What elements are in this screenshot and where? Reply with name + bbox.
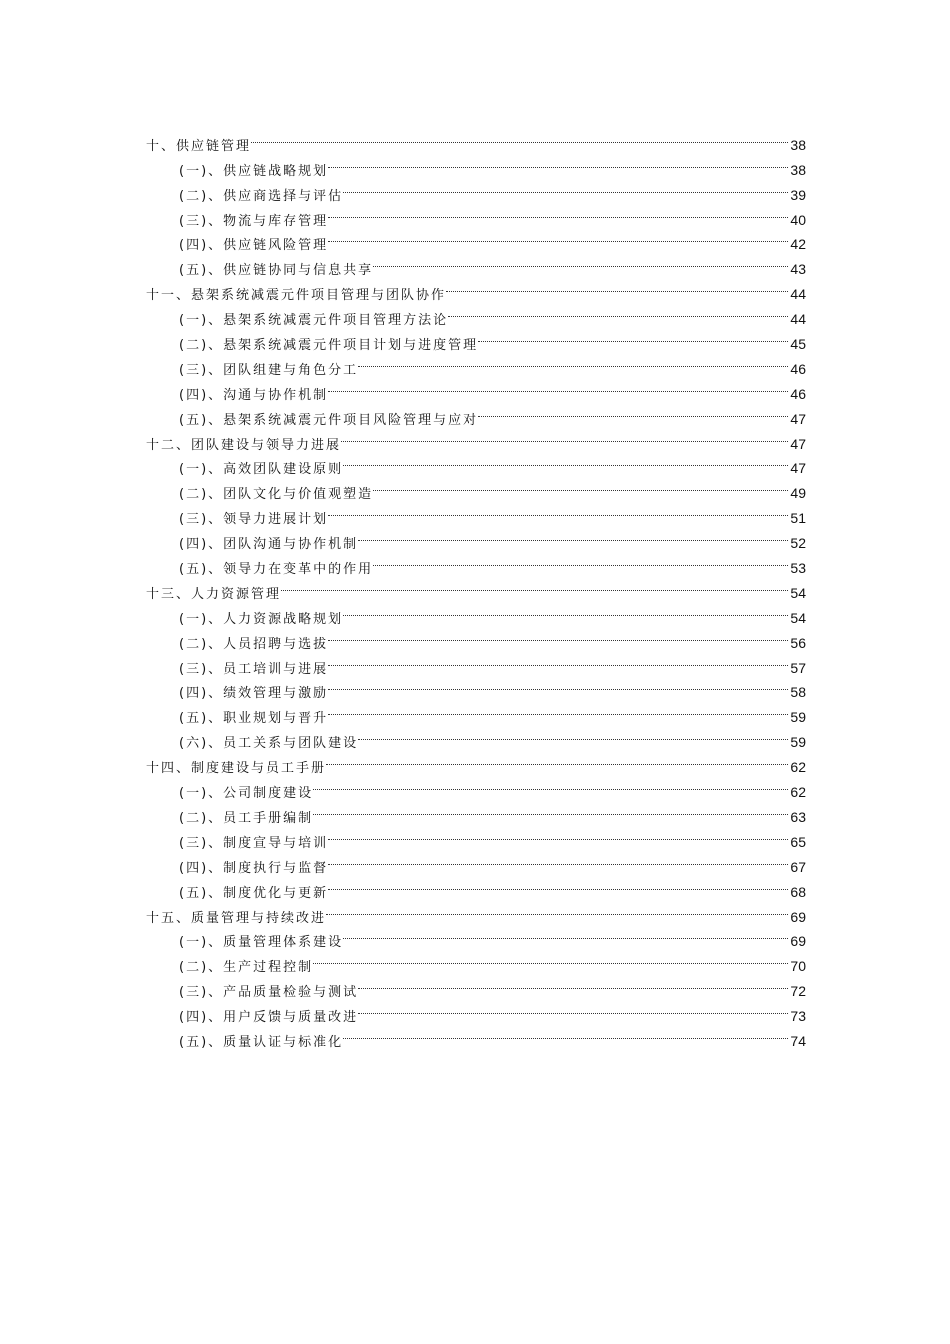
toc-entry-title: (一)、供应链战略规划 [179,163,329,179]
toc-entry[interactable] [146,125,806,154]
toc-leader-dots [448,299,788,324]
toc-entry-title: (二)、员工手册编制 [179,810,314,826]
toc-entry-title: 十四、制度建设与员工手册 [146,761,327,777]
toc-entry-title: (三)、制度宣导与培训 [179,835,329,851]
toc-leader-dots [326,897,788,922]
toc-page-number: 70 [790,958,806,975]
toc-page-number: 69 [790,933,806,950]
toc-page-number: 56 [790,634,806,651]
toc-entry-title: (二)、生产过程控制 [179,960,314,976]
toc-leader-dots [328,225,788,250]
toc-leader-dots [326,747,788,772]
toc-leader-dots [328,498,788,523]
toc-leader-dots [328,822,788,847]
toc-leader-dots [328,697,788,722]
toc-page-number: 43 [790,261,806,278]
toc-page-number: 45 [790,336,806,353]
toc-leader-dots [343,175,788,200]
toc-entry-title: (三)、员工培训与进展 [179,661,329,677]
toc-leader-dots [446,274,788,299]
toc-page-number: 46 [790,360,806,377]
toc-page-number: 74 [790,1032,806,1049]
toc-page-number: 44 [790,286,806,303]
toc-entry-title: (一)、公司制度建设 [179,786,314,802]
toc-page-number: 46 [790,385,806,402]
toc-leader-dots [343,598,788,623]
toc-entry-title: (一)、质量管理体系建设 [179,935,344,951]
toc-entry-title: (五)、悬架系统减震元件项目风险管理与应对 [179,412,479,428]
toc-leader-dots [313,946,788,971]
toc-page-number: 42 [790,236,806,253]
toc-entry-title: (三)、领导力进展计划 [179,512,329,528]
toc-leader-dots [341,424,788,449]
toc-entry-title: (一)、高效团队建设原则 [179,462,344,478]
toc-entry-title: (四)、用户反馈与质量改进 [179,1010,359,1026]
toc-entry-title: (三)、物流与库存管理 [179,213,329,229]
toc-leader-dots [373,249,788,274]
toc-leader-dots [358,523,788,548]
toc-leader-dots [373,548,788,573]
toc-leader-dots [478,399,788,424]
toc-leader-dots [313,772,788,797]
toc-page-number: 38 [790,136,806,153]
toc-entry-title: (五)、领导力在变革中的作用 [179,562,374,578]
toc-leader-dots [328,847,788,872]
toc-page-number: 57 [790,659,806,676]
toc-entry-title: (二)、团队文化与价值观塑造 [179,487,374,503]
toc-page-number: 69 [790,908,806,925]
toc-page-number: 44 [790,311,806,328]
toc-page-number: 59 [790,734,806,751]
toc-leader-dots [328,200,788,225]
toc-leader-dots [358,996,788,1021]
toc-entry-title: 十、供应链管理 [146,138,252,154]
toc-entry-title: (四)、制度执行与监督 [179,860,329,876]
toc-entry-title: (四)、沟通与协作机制 [179,387,329,403]
toc-page-number: 72 [790,983,806,1000]
toc-page-number: 62 [790,759,806,776]
toc-leader-dots [328,374,788,399]
toc-leader-dots [251,125,788,150]
toc-page-number: 40 [790,211,806,228]
toc-entry-title: (三)、团队组建与角色分工 [179,362,359,378]
toc-leader-dots [343,922,788,947]
toc-leader-dots [358,349,788,374]
toc-entry-title: 十二、团队建设与领导力进展 [146,437,342,453]
toc-entry-title: (二)、悬架系统减震元件项目计划与进度管理 [179,338,479,354]
toc-leader-dots [328,673,788,698]
toc-entry-title: (二)、供应商选择与评估 [179,188,344,204]
toc-leader-dots [281,573,788,598]
toc-entry-title: (二)、人员招聘与选拔 [179,636,329,652]
toc-page-number: 65 [790,833,806,850]
toc-page-number: 54 [790,584,806,601]
toc-entry-title: (五)、质量认证与标准化 [179,1034,344,1050]
toc-leader-dots [343,449,788,474]
toc-leader-dots [328,623,788,648]
toc-leader-dots [328,872,788,897]
toc-leader-dots [373,473,788,498]
table-of-contents [146,125,806,1050]
toc-page-number: 63 [790,808,806,825]
toc-entry-title: 十五、质量管理与持续改进 [146,910,327,926]
toc-page-number: 58 [790,684,806,701]
toc-entry-title: (一)、悬架系统减震元件项目管理方法论 [179,313,449,329]
toc-page-number: 52 [790,535,806,552]
toc-page-number: 62 [790,784,806,801]
toc-leader-dots [358,722,788,747]
toc-page-number: 54 [790,609,806,626]
toc-leader-dots [328,648,788,673]
toc-entry-title: (四)、供应链风险管理 [179,238,329,254]
toc-entry-title: (五)、职业规划与晋升 [179,711,329,727]
toc-page-number: 39 [790,186,806,203]
toc-page-number: 47 [790,460,806,477]
toc-page-number: 53 [790,560,806,577]
toc-page-number: 67 [790,858,806,875]
toc-entry-title: (六)、员工关系与团队建设 [179,736,359,752]
toc-leader-dots [478,324,788,349]
toc-page-number: 47 [790,410,806,427]
toc-entry-title: (四)、绩效管理与激励 [179,686,329,702]
toc-leader-dots [343,1021,788,1046]
toc-entry-title: (一)、人力资源战略规划 [179,611,344,627]
toc-page-number: 73 [790,1008,806,1025]
toc-page-number: 51 [790,510,806,527]
toc-page-number: 59 [790,709,806,726]
toc-entry-title: (四)、团队沟通与协作机制 [179,537,359,553]
toc-entry-title: (五)、制度优化与更新 [179,885,329,901]
toc-leader-dots [328,150,788,175]
toc-entry-title: (五)、供应链协同与信息共享 [179,263,374,279]
toc-entry-title: 十一、悬架系统减震元件项目管理与团队协作 [146,288,447,304]
toc-leader-dots [313,797,788,822]
toc-page-number: 49 [790,485,806,502]
toc-page-number: 47 [790,435,806,452]
toc-entry-title: (三)、产品质量检验与测试 [179,985,359,1001]
toc-entry-title: 十三、人力资源管理 [146,586,282,602]
toc-page-number: 38 [790,161,806,178]
toc-page-number: 68 [790,883,806,900]
toc-leader-dots [358,971,788,996]
